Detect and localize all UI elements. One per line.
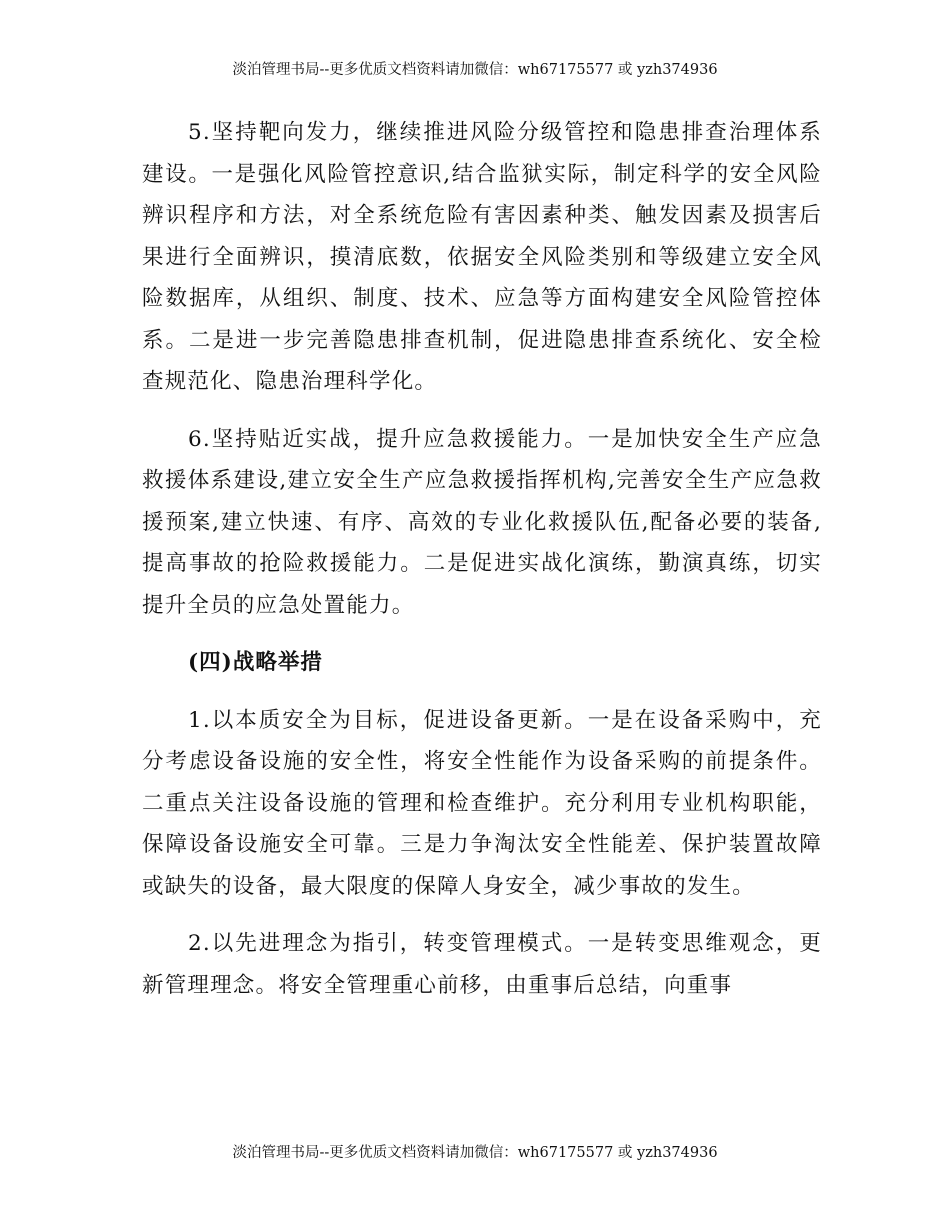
paragraph-6: 6.坚持贴近实战，提升应急救援能力。一是加快安全生产应急救援体系建设,建立安全生产应急救援指挥机构,完善安全生产应急救援预案,建立快速、有序、高效的专业化救援队伍,配备必要的装备,提高事故的抢险救援能力。二是促进实战化演练，勤演真练，切实提升全员的应急处置能力。 bbox=[142, 426, 822, 618]
page-header: 淡泊管理书局--更多优质文档资料请加微信：wh67175577 或 yzh374936 bbox=[232, 62, 718, 78]
paragraph-measure-2: 2.以先进理念为指引，转变管理模式。一是转变思维观念，更新管理理念。将安全管理重心前移，由重事后总结，向重事 bbox=[142, 931, 822, 998]
page-footer: 淡泊管理书局--更多优质文档资料请加微信：wh67175577 或 yzh374936 bbox=[232, 1145, 718, 1161]
section-heading: (四)战略举措 bbox=[188, 650, 323, 675]
paragraph-measure-1: 1.以本质安全为目标，促进设备更新。一是在设备采购中，充分考虑设备设施的安全性，将安全性能作为设备采购的前提条件。二重点关注设备设施的管理和检查维护。充分利用专业机构职能，保障设备设施安全可靠。三是力争淘汰安全性能差、保护装置故障或缺失的设备，最大限度的保障人身安全，减少事故的发生。 bbox=[142, 707, 822, 899]
paragraph-5: 5.坚持靶向发力，继续推进风险分级管控和隐患排查治理体系建设。一是强化风险管控意识,结合监狱实际，制定科学的安全风险辨识程序和方法，对全系统危险有害因素种类、触发因素及损害后果进行全面辨识，摸清底数，依据安全风险类别和等级建立安全风险数据库，从组织、制度、技术、应急等方面构建安全风险管控体系。二是进一步完善隐患排查机制，促进隐患排查系统化、安全检查规范化、隐患治理科学化。 bbox=[142, 120, 822, 394]
document-body bbox=[142, 112, 822, 1022]
